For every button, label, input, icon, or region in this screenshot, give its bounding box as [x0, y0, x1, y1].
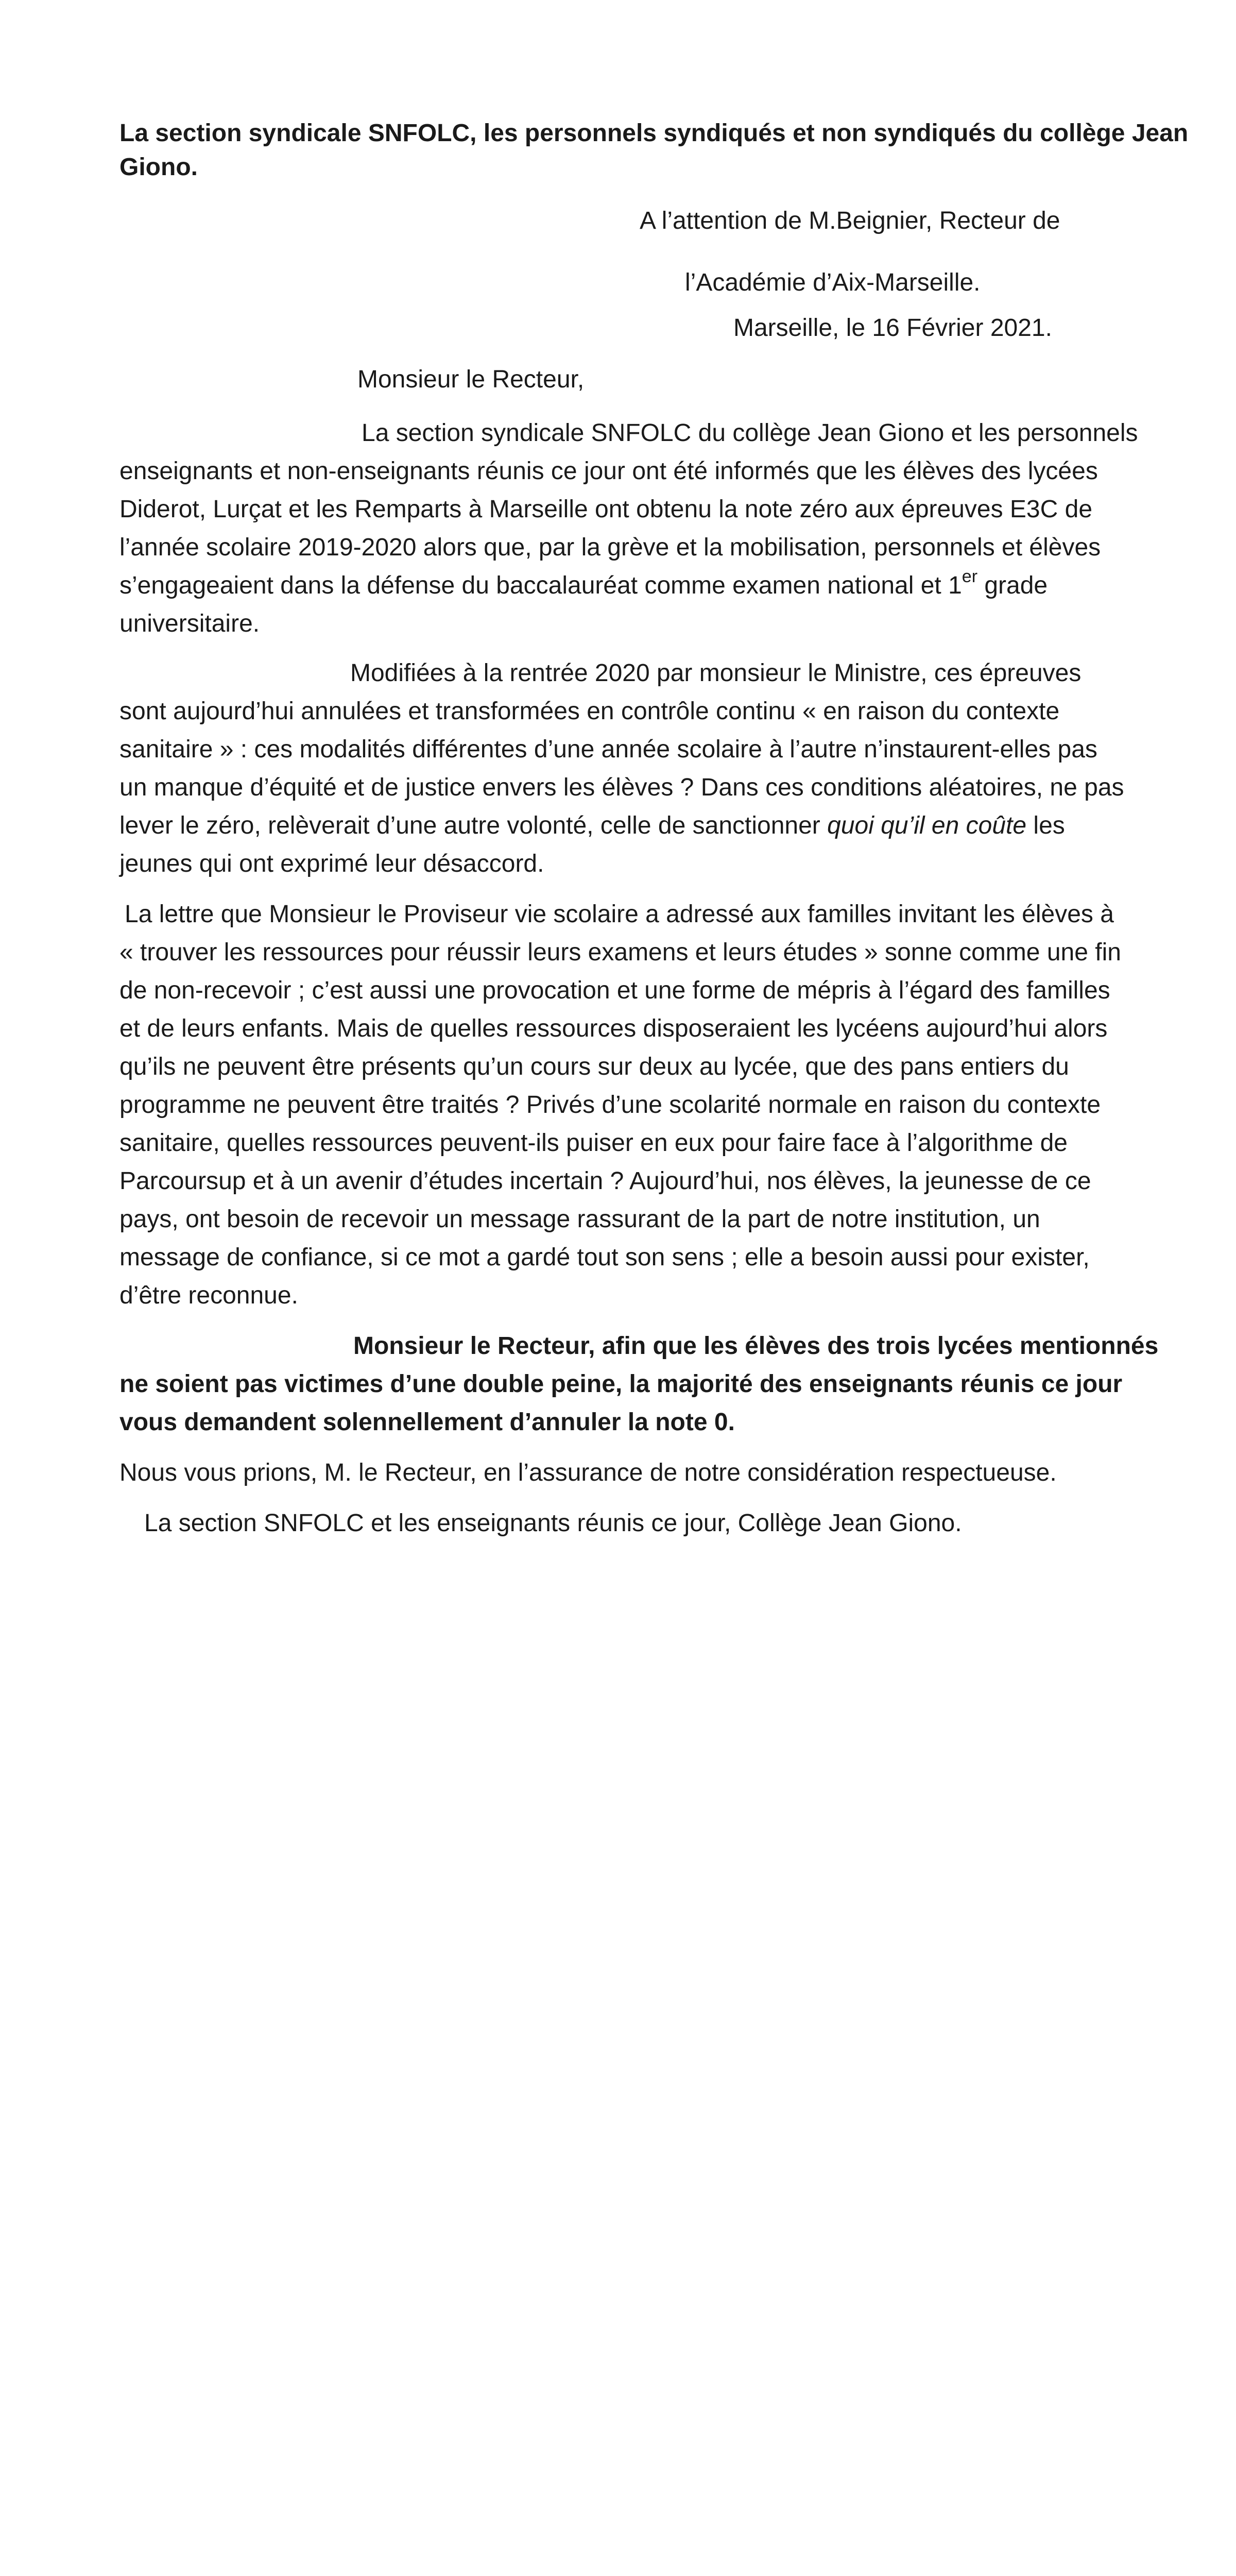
- paragraph-3-line: pays, ont besoin de recevoir un message rassurant de la part de notre institution, un: [119, 1206, 1040, 1233]
- paragraph-3: [119, 895, 1132, 1315]
- paragraph-1-line: universitaire.: [119, 610, 260, 637]
- signature-line: La section SNFOLC et les enseignants réunis ce jour, Collège Jean Giono.: [144, 1510, 962, 1537]
- paragraph-3-line: sanitaire, quelles ressources peuvent-ils puiser en eux pour faire face à l’algorithme de: [119, 1129, 1068, 1157]
- italic-text: quoi qu’il en coûte: [827, 812, 1027, 839]
- paragraph-3-line: de non-recevoir ; c’est aussi une provocation et une forme de mépris à l’égard des familles: [119, 977, 1110, 1004]
- attention-line-1: A l’attention de M.Beignier, Recteur de: [640, 207, 1060, 234]
- closing-line: Nous vous prions, M. le Recteur, en l’assurance de notre considération respectueuse.: [119, 1459, 1057, 1486]
- line-text: grade: [977, 572, 1048, 599]
- paragraph-3-line: qu’ils ne peuvent être présents qu’un cours sur deux au lycée, que des pans entiers du: [119, 1053, 1069, 1080]
- superscript-er: er: [962, 567, 978, 586]
- paragraph-3-line: et de leurs enfants. Mais de quelles ressources disposeraient les lycéens aujourd’hui alors: [119, 1015, 1108, 1042]
- paragraph-1-line: Diderot, Lurçat et les Remparts à Marseille ont obtenu la note zéro aux épreuves E3C de: [119, 496, 1093, 523]
- attention-line-2: l’Académie d’Aix-Marseille.: [685, 269, 981, 296]
- line-text: lever le zéro, relèverait d’une autre volonté, celle de sanctionner: [119, 812, 828, 839]
- header-line-1: La section syndicale SNFOLC, les personnels syndiqués et non syndiqués du collège Jean: [119, 120, 1189, 147]
- paragraph-4-request: [119, 1327, 1159, 1442]
- paragraph-1-line: l’année scolaire 2019-2020 alors que, par la grève et la mobilisation, personnels et élèves: [119, 534, 1101, 561]
- letter-header: [119, 116, 1189, 184]
- line-text: les: [1026, 812, 1065, 839]
- paragraph-2-line: un manque d’équité et de justice envers les élèves ? Dans ces conditions aléatoires, ne pas: [119, 774, 1124, 801]
- paragraph-3-line: Parcoursup et à un avenir d’études incertain ? Aujourd’hui, nos élèves, la jeunesse de ce: [119, 1167, 1091, 1195]
- paragraph-3-line: message de confiance, si ce mot a gardé tout son sens ; elle a besoin aussi pour exister,: [119, 1244, 1090, 1271]
- paragraph-1-line: enseignants et non-enseignants réunis ce jour ont été informés que les élèves des lycées: [119, 457, 1098, 485]
- paragraph-4-line: ne soient pas victimes d’une double peine, la majorité des enseignants réunis ce jour: [119, 1370, 1123, 1398]
- paragraph-3-line: d’être reconnue.: [119, 1282, 298, 1309]
- paragraph-2-line: [119, 807, 1132, 845]
- line-text: s’engageaient dans la défense du baccalauréat comme examen national et 1: [119, 572, 962, 599]
- paragraph-2-line: jeunes qui ont exprimé leur désaccord.: [119, 850, 544, 877]
- paragraph-1-line: [119, 567, 1132, 605]
- paragraph-1-line: La section syndicale SNFOLC du collège Jean Giono et les personnels: [362, 419, 1138, 447]
- header-line-2: Giono.: [119, 154, 198, 181]
- paragraph-2-line: sont aujourd’hui annulées et transformées en contrôle continu « en raison du contexte: [119, 698, 1060, 725]
- letter-page: [119, 116, 1189, 1543]
- paragraph-2-line: Modifiées à la rentrée 2020 par monsieur le Ministre, ces épreuves: [350, 659, 1082, 687]
- paragraph-2-line: sanitaire » : ces modalités différentes d’une année scolaire à l’autre n’instaurent-elles pas: [119, 736, 1097, 763]
- paragraph-4-line: Monsieur le Recteur, afin que les élèves des trois lycées mentionnés: [353, 1332, 1159, 1360]
- paragraph-2: [119, 654, 1132, 883]
- date-line: Marseille, le 16 Février 2021.: [733, 314, 1052, 342]
- paragraph-4-line: vous demandent solennellement d’annuler la note 0.: [119, 1409, 735, 1436]
- paragraph-1: [119, 414, 1138, 643]
- salutation: Monsieur le Recteur,: [357, 366, 585, 393]
- paragraph-3-line: programme ne peuvent être traités ? Privés d’une scolarité normale en raison du contexte: [119, 1091, 1101, 1118]
- paragraph-3-line: La lettre que Monsieur le Proviseur vie scolaire a adressé aux familles invitant les élèves à: [125, 901, 1114, 928]
- paragraph-3-line: « trouver les ressources pour réussir leurs examens et leurs études » sonne comme une fin: [119, 939, 1121, 966]
